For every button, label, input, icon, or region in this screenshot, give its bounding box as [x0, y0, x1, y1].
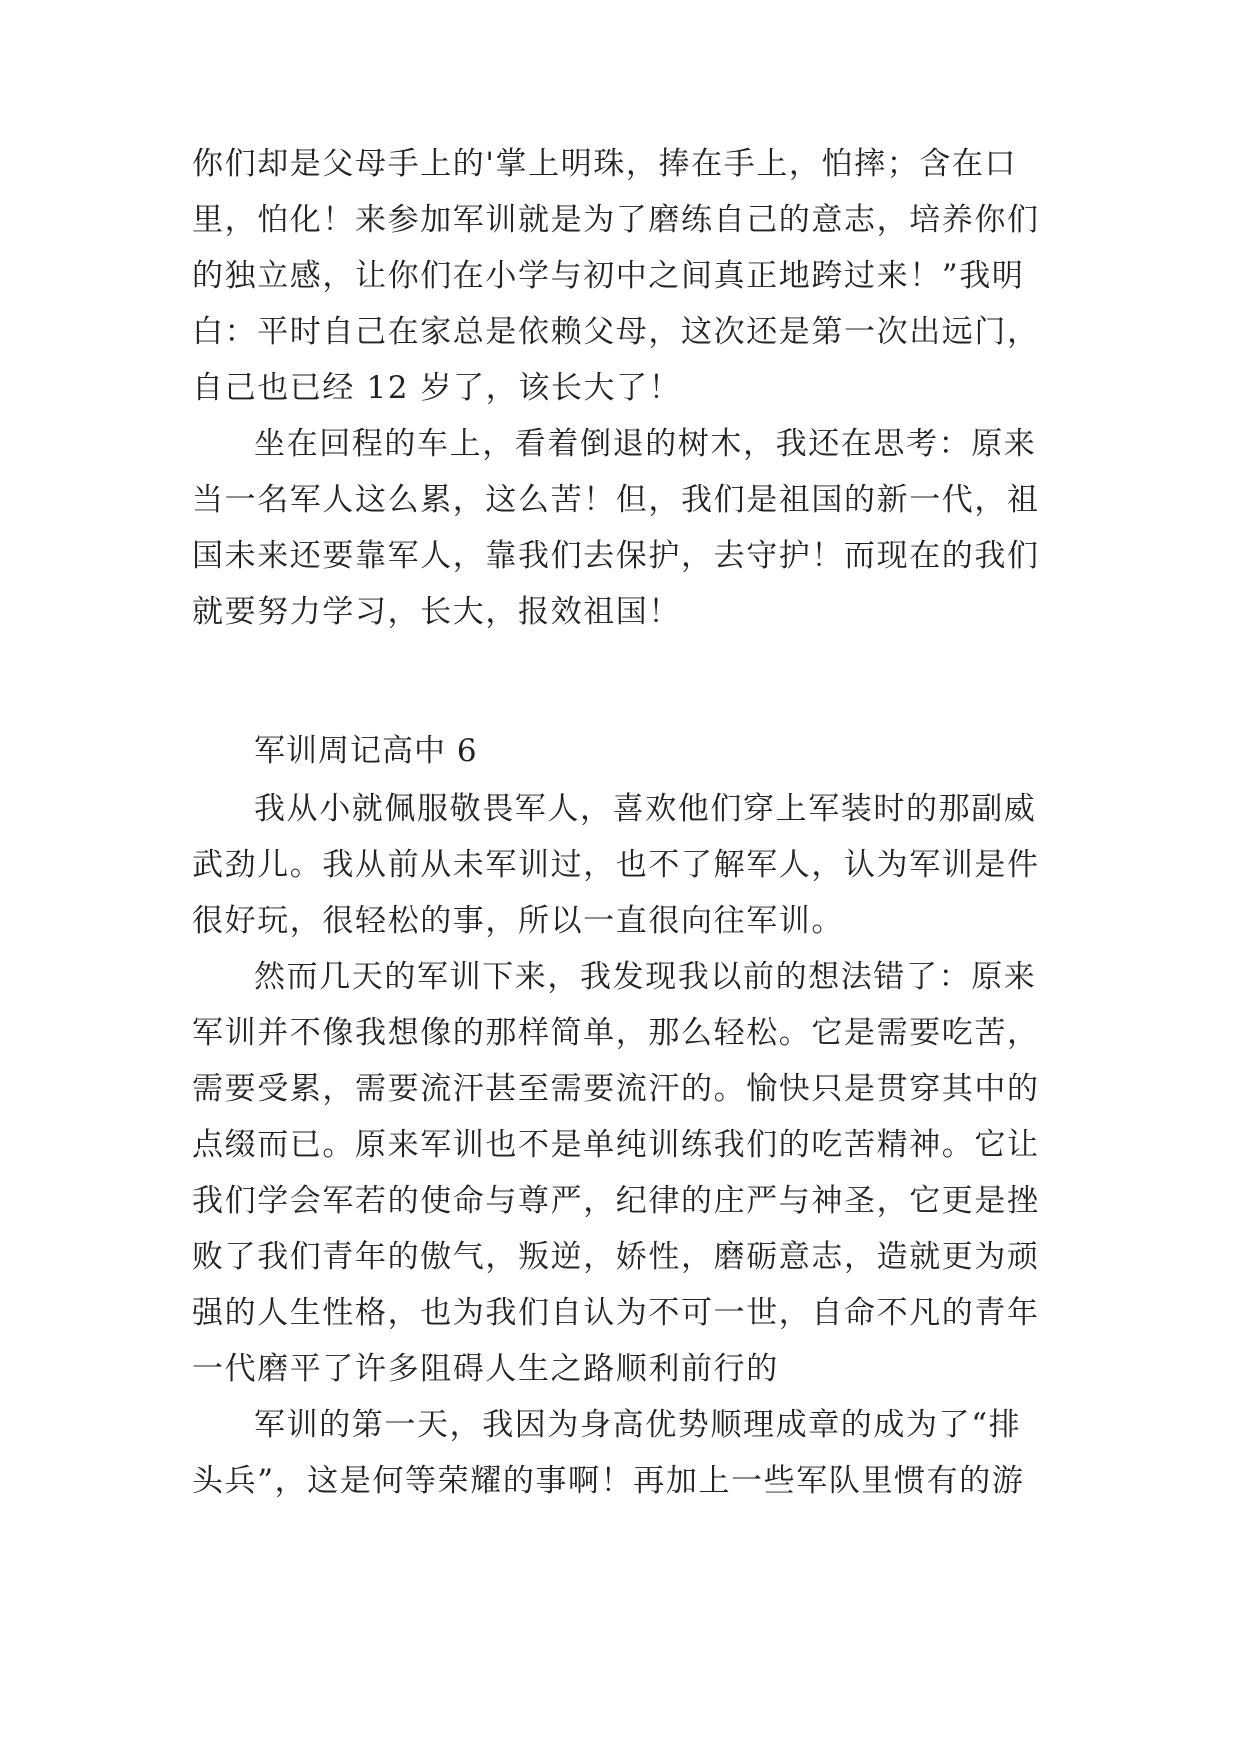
text-line: 一代磨平了许多阻碍人生之路顺利前行的: [192, 1351, 779, 1387]
text-line: 武劲儿。我从前从未军训过，也不了解军人，认为军训是件: [192, 847, 1040, 883]
text-line: 当一名军人这么累，这么苦！但，我们是祖国的新一代，祖: [192, 482, 1040, 518]
text-line: 军训并不像我想像的那样简单，那么轻松。它是需要吃苦，: [192, 1015, 1040, 1051]
text-line: 强的人生性格，也为我们自认为不可一世，自命不凡的青年: [192, 1295, 1040, 1331]
text-line: 很好玩，很轻松的事，所以一直很向往军训。: [192, 903, 844, 939]
text-line: 的独立感，让你们在小学与初中之间真正地跨过来！”我明: [192, 258, 1025, 294]
text-line: 败了我们青年的傲气，叛逆，娇性，磨砺意志，造就更为顽: [192, 1239, 1040, 1275]
text-line: 你们却是父母手上的'掌上明珠，捧在手上，怕摔；含在口: [192, 146, 1018, 182]
text-line: 军训的第一天，我因为身高优势顺理成章的成为了“排: [254, 1407, 1022, 1443]
section-heading: 军训周记高中 6: [254, 733, 478, 769]
text-line: 点缀而已。原来军训也不是单纯训练我们的吃苦精神。它让: [192, 1127, 1040, 1163]
text-line: 就要努力学习，长大，报效祖国！: [192, 594, 681, 630]
text-line: 自己也已经 12 岁了，该长大了！: [192, 370, 682, 406]
text-line: 里，怕化！来参加军训就是为了磨练自己的意志，培养你们: [192, 202, 1040, 238]
text-line: 国未来还要靠军人，靠我们去保护，去守护！而现在的我们: [192, 538, 1040, 574]
text-line: 头兵”，这是何等荣耀的事啊！再加上一些军队里惯有的游: [192, 1463, 1025, 1499]
text-line: 坐在回程的车上，看着倒退的树木，我还在思考：原来: [254, 426, 1037, 462]
text-line: 白：平时自己在家总是依赖父母，这次还是第一次出远门，: [192, 314, 1040, 350]
text-line: 需要受累，需要流汗甚至需要流汗的。愉快只是贯穿其中的: [192, 1071, 1040, 1107]
text-line: 我从小就佩服敬畏军人，喜欢他们穿上军装时的那副威: [254, 791, 1037, 827]
text-line: 然而几天的军训下来，我发现我以前的想法错了：原来: [254, 959, 1037, 995]
text-line: 我们学会军若的使命与尊严，纪律的庄严与神圣，它更是挫: [192, 1183, 1040, 1219]
